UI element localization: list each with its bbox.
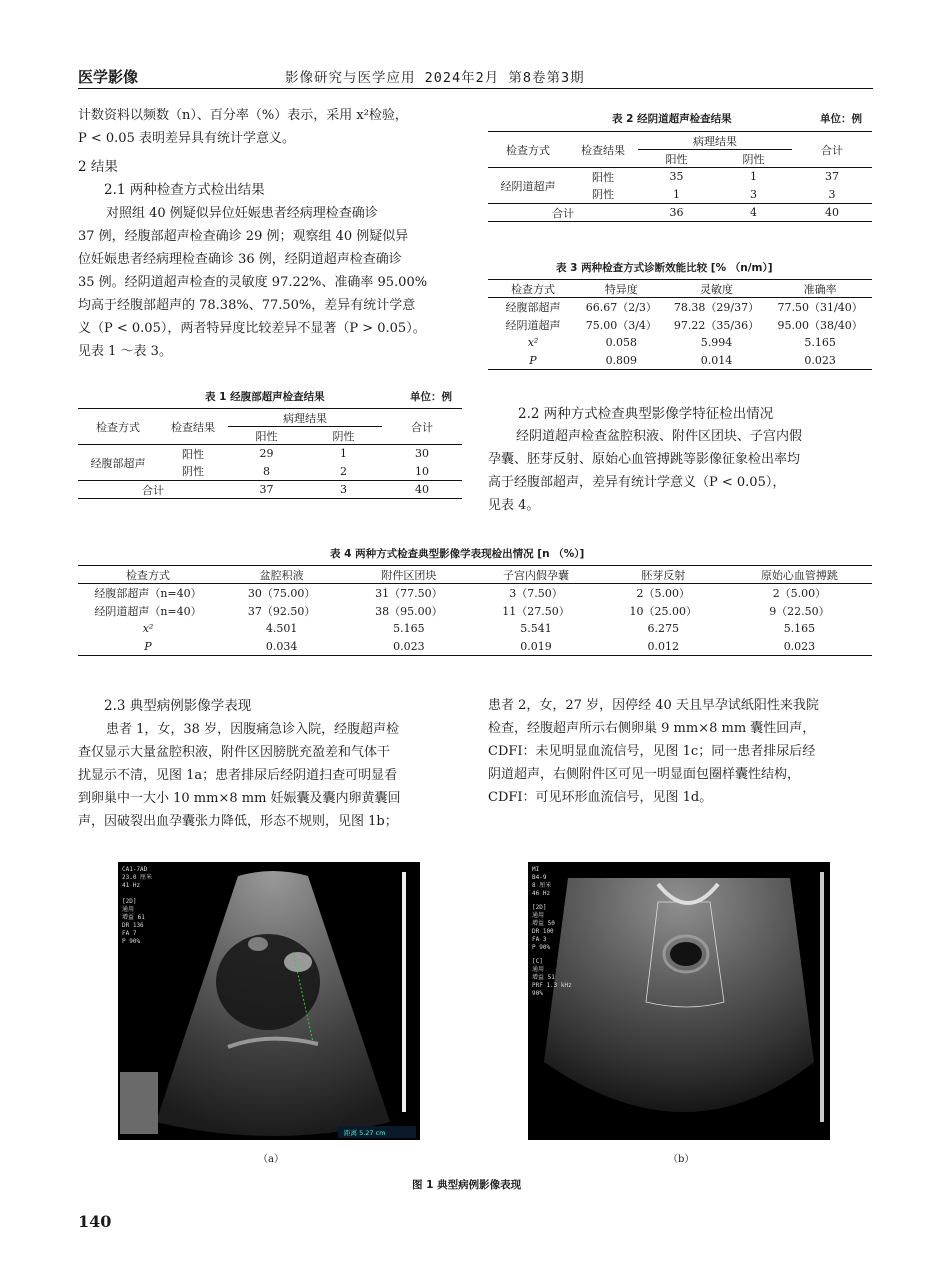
- figure-caption: 图 1 典型病例影像表现: [412, 1179, 522, 1191]
- table-cell: P: [529, 353, 537, 367]
- table-cell: x²: [527, 336, 539, 349]
- table-cell: 阴性: [592, 188, 614, 202]
- table-1: [78, 408, 462, 499]
- bottom-right-paragraph: 患者 2，女，27 岁，因停经 40 天且早孕试纸阳性来我院 检查，经腹超声所示右侧卵巢 9 mm×8 mm 囊性回声， CDFI：未见明显血流信号，见图 1c；同一患者排尿后经 阴道超声，右侧附件区可见一明显面包圈样囊性结构， CDFI：可见环形血流信号，见图 1d。: [488, 698, 819, 805]
- table-cell: 0.023: [393, 639, 425, 653]
- table-cell: 8: [263, 464, 270, 478]
- table-cell: P: [144, 639, 152, 653]
- table-cell: 合计: [552, 206, 574, 220]
- table-cell: 10（25.00）: [629, 604, 698, 618]
- table-header-cell: 检查方式: [511, 282, 555, 296]
- table-cell: 40: [415, 483, 429, 496]
- table-cell: 4: [750, 206, 757, 219]
- table-cell: 30: [415, 447, 429, 461]
- section-2-2-heading: 2.2 两种方式检查典型影像学特征检出情况: [518, 406, 774, 422]
- table-cell: 2（5.00）: [772, 586, 827, 600]
- table-cell: 5.165: [783, 622, 816, 635]
- table-cell: 11（27.50）: [502, 604, 570, 618]
- t2-h-total: 合计: [821, 143, 843, 157]
- table-header-cell: 子宫内假孕囊: [503, 568, 570, 582]
- table-cell: 10: [415, 464, 429, 478]
- table-cell: 3: [828, 187, 836, 201]
- table-2: [488, 131, 872, 222]
- t2-h-method: 检查方式: [506, 143, 550, 157]
- table-cell: 6.275: [647, 622, 680, 635]
- table-header-cell: 灵敏度: [699, 282, 733, 296]
- table-cell: 1: [750, 170, 757, 184]
- table-3: [488, 279, 872, 370]
- table-cell: 75.00（3/4）: [585, 318, 657, 332]
- t1-h-total: 合计: [411, 420, 433, 434]
- t2-h-path: 病理结果: [638, 132, 792, 150]
- table-cell: 3: [340, 483, 347, 496]
- table-cell: 4.501: [265, 622, 298, 635]
- figure-label-a: （a）: [258, 1154, 284, 1165]
- t2-h-result: 检查结果: [581, 143, 625, 157]
- header-rule: [78, 88, 873, 89]
- table-cell: 66.67（2/3）: [585, 300, 657, 314]
- table-cell: 29: [259, 447, 274, 461]
- section-2-heading: 2 结果: [78, 159, 118, 175]
- table-cell: 5.165: [804, 336, 836, 349]
- table-cell: 97.22（35/36）: [673, 318, 760, 332]
- ultrasound-b-graphic: [528, 862, 830, 1140]
- issue-info: 影像研究与医学应用 2024年2月 第8卷第3期: [285, 70, 585, 86]
- table-cell: 0.809: [605, 353, 638, 367]
- t2-h-neg: 阴性: [742, 152, 765, 166]
- table-cell: 36: [669, 206, 684, 219]
- table-header-cell: 盆腔积液: [259, 568, 304, 582]
- table-cell: 5.994: [700, 336, 733, 349]
- table-cell: 2（5.00）: [636, 586, 691, 600]
- table-cell: 78.38（29/37）: [673, 300, 760, 314]
- table-1-unit: 单位：例: [410, 391, 452, 403]
- table-cell: 5.165: [393, 622, 425, 635]
- table-cell: 37: [259, 483, 274, 496]
- table-cell: 阳性: [182, 447, 204, 461]
- right-paragraph-1: 经阴道超声检查盆腔积液、附件区团块、子宫内假 孕囊、胚芽反射、原始心血管搏跳等影像征象检出率均 高于经腹部超声，差异有统计学意义（P < 0.05）， 见表 4。: [488, 429, 803, 513]
- table-4-caption: 表 4 两种方式检查典型影像学表现检出情况 [n （%）]: [330, 548, 585, 560]
- table-2-unit: 单位：例: [820, 113, 862, 125]
- ultrasound-a-overlay: CA1-7AD 23.0 厘米 41 Hz [2D] 通用 增益 61 DR 136 FA 7 P 90%: [122, 866, 153, 945]
- table-cell: 合计: [142, 483, 164, 497]
- table-cell: 37（92.50）: [247, 604, 316, 618]
- table-header-cell: 附件区团块: [381, 568, 437, 582]
- page-number: 140: [78, 1212, 112, 1231]
- table-cell: 阳性: [592, 170, 614, 184]
- ultrasound-a-measurement: 距离 5.27 cm: [344, 1129, 386, 1137]
- table-header-cell: 原始心血管搏跳: [760, 568, 838, 582]
- ultrasound-image-b: [528, 862, 830, 1140]
- table-header-cell: 特异度: [604, 282, 638, 296]
- table-cell: 0.012: [647, 639, 680, 653]
- table-3-caption: 表 3 两种检查方式诊断效能比较 [% （n/m）]: [556, 262, 773, 274]
- t1-h-method: 检查方式: [96, 420, 140, 434]
- table-header-cell: 准确率: [803, 282, 837, 296]
- figure-label-b: （b）: [668, 1154, 695, 1165]
- section-2-1-heading: 2.1 两种检查方式检出结果: [104, 182, 265, 198]
- section-2-3-heading: 2.3 典型病例影像学表现: [104, 698, 252, 714]
- table-cell: 95.00（38/40）: [777, 318, 863, 332]
- table-cell: x²: [142, 622, 154, 635]
- journal-name: 医学影像: [78, 68, 139, 86]
- table-cell: 经阴道超声: [505, 318, 561, 332]
- table-cell: 2: [340, 464, 347, 478]
- table-cell: 31（77.50）: [375, 586, 443, 600]
- table-cell: 0.023: [783, 639, 816, 653]
- table-cell: 35: [669, 170, 684, 184]
- ultrasound-a-graphic: [118, 862, 420, 1140]
- table-cell: 38（95.00）: [375, 604, 443, 618]
- table-cell: 经腹部超声: [505, 300, 561, 314]
- table-cell: 9（22.50）: [769, 604, 830, 618]
- table-cell: 0.058: [605, 336, 638, 349]
- table-cell: 77.50（31/40）: [777, 300, 863, 314]
- table-header-cell: 检查方式: [126, 568, 170, 582]
- table-cell: 阴性: [182, 465, 204, 479]
- t2-method: 经阴道超声: [500, 179, 556, 193]
- table-cell: 40: [825, 206, 839, 219]
- table-cell: 1: [340, 447, 347, 461]
- table-cell: 5.541: [520, 622, 552, 635]
- left-paragraph-2: 对照组 40 例疑似异位妊娠患者经病理检查确诊 37 例，经腹部超声检查确诊 29 例；观察组 40 例疑似异 位妊娠患者经病理检查确诊 36 例，经阴道超声检查确诊 35 例。经阴道超声检查的灵敏度 97.22%、准确率 95.00% 均高于经腹部超声的 78.38%、77.50%，差异有统计学意 义（P < 0.05），两者特异度比较差异不显著（P > 0.05）。 见表 1 ～表 3。: [78, 206, 428, 359]
- table-cell: 0.023: [804, 353, 836, 367]
- table-cell: 37: [825, 170, 839, 184]
- table-header-cell: 胚芽反射: [641, 568, 686, 582]
- t1-h-path: 病理结果: [228, 409, 382, 427]
- table-cell: 0.034: [265, 639, 298, 653]
- left-paragraph-1: 计数资料以频数（n）、百分率（%）表示，采用 x²检验， P < 0.05 表明差异具有统计学意义。: [78, 108, 408, 146]
- table-cell: 1: [673, 187, 680, 201]
- t1-method: 经腹部超声: [90, 456, 146, 470]
- table-cell: 3: [750, 187, 757, 201]
- table-2-caption: 表 2 经阴道超声检查结果: [612, 113, 732, 125]
- ultrasound-image-a: [118, 862, 420, 1140]
- table-cell: 0.019: [520, 639, 552, 653]
- table-1-caption: 表 1 经腹部超声检查结果: [205, 391, 325, 403]
- bottom-left-paragraph: 患者 1，女，38 岁，因腹痛急诊入院，经腹超声检 查仅显示大量盆腔积液，附件区因膀胱充盈差和气体干 扰显示不清，见图 1a；患者排尿后经阴道扫查可明显看 到卵巢中一大小 10 mm×8 mm 妊娠囊及囊内卵黄囊回 声，因破裂出血孕囊张力降低，形态不规则，见图 1b；: [78, 722, 401, 829]
- table-cell: 30（75.00）: [247, 586, 316, 600]
- t1-h-pos: 阳性: [255, 429, 278, 443]
- table-cell: 0.014: [700, 353, 733, 367]
- table-cell: 3（7.50）: [509, 586, 563, 600]
- t1-h-neg: 阴性: [332, 429, 355, 443]
- table-4: [78, 565, 872, 656]
- t1-h-result: 检查结果: [171, 420, 215, 434]
- t2-h-pos: 阳性: [665, 152, 688, 166]
- table-cell: 经阴道超声（n=40）: [94, 604, 202, 618]
- ultrasound-b-overlay: MI B4-9 8 厘米 46 Hz [2D] 通用 增益 50 DR 100 FA 3 P 90% [C] 通用 增益 51 PRF 1.3 kHz 90%: [532, 866, 572, 997]
- table-cell: 经腹部超声（n=40）: [94, 586, 202, 600]
